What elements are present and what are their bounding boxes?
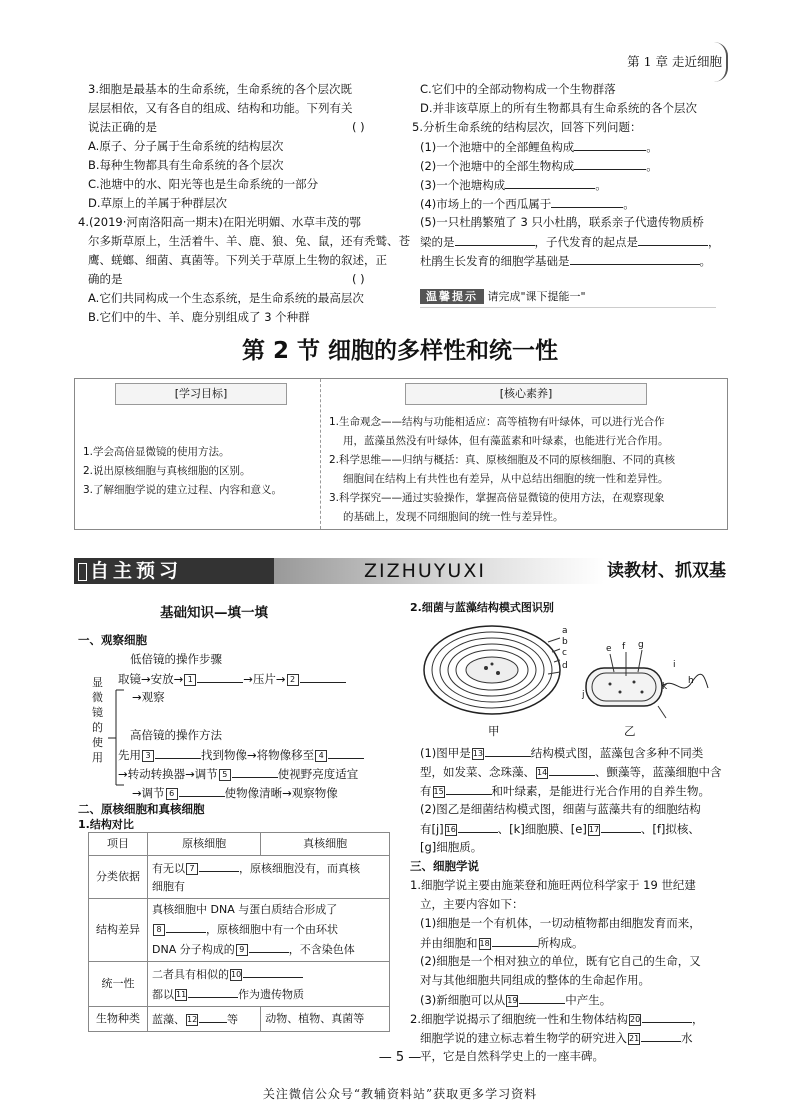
q5-item-3: (3)一个池塘构成 。 <box>420 175 607 195</box>
q5-item-5c: 杜鹃生长发育的细胞学基础是 。 <box>420 251 711 271</box>
q5-item-5: (5)一只杜鹃繁殖了 3 只小杜鹃，联系亲子代遗传物质桥 <box>420 215 704 229</box>
microscope-label: 显微镜的使用 <box>92 676 103 764</box>
th-item: 项目 <box>89 833 148 856</box>
q4-line-2: 尔多斯草原上，生活着牛、羊、鹿、狼、兔、鼠，还有秃鹫、苍 <box>88 234 410 248</box>
literacy-line-6: 的基础上，发现不同细胞间的统一性与差异性。 <box>343 511 564 523</box>
reminder-tip <box>420 287 716 308</box>
fig-name-yi: 乙 <box>624 724 636 738</box>
theory-line-3: (1)细胞是一个有机体，一切动植物都由细胞发育而来， <box>420 916 701 930</box>
fig-name-jia: 甲 <box>488 724 500 738</box>
q3-option-b: B.每种生物都具有生命系统的各个层次 <box>88 158 284 172</box>
label-j: j <box>582 690 585 700</box>
high-power-step-3: →调节 6 使物像清晰→观察物像 <box>132 783 338 803</box>
rc-p1-line1: (1)图甲是 13 结构模式图，蓝藻包含多种不同类 <box>420 743 703 763</box>
high-power-title: 高倍镜的操作方法 <box>130 728 222 742</box>
q3-paren: ( ) <box>352 120 365 134</box>
theory-line-6: 对与其他细胞共同组成的整体的生命起作用。 <box>420 973 650 987</box>
tip-label: 温馨提示 <box>420 289 484 304</box>
th-eukaryote: 真核细胞 <box>261 833 390 856</box>
label-b: b <box>562 637 568 647</box>
literacy-line-5: 3.科学探究——通过实验操作，掌握高倍显微镜的使用方法，在观察现象 <box>329 492 665 504</box>
label-k: k <box>662 682 668 692</box>
rc-p2-line3: [g]细胞质。 <box>420 840 483 854</box>
q3-option-d: D.草原上的羊属于种群层次 <box>88 196 228 210</box>
q3-line-2: 层层相依，又有各自的组成、结构和功能。下列有关 <box>88 101 353 115</box>
label-a: a <box>562 626 568 636</box>
theory-2-line-2: 细胞学说的建立标志着生物学的研究进入 21 水 <box>420 1028 693 1048</box>
goal-1: 1.学会高倍显微镜的使用方法。 <box>83 446 230 458</box>
cyanobacteria-figure <box>424 626 560 714</box>
q4-option-b: B.它们中的牛、羊、鹿分别组成了 3 个种群 <box>88 310 310 324</box>
core-literacy-head: [核心素养] <box>405 383 647 405</box>
basics-title: 基础知识—填一填 <box>160 605 268 621</box>
self-study-banner <box>74 558 726 584</box>
high-power-step-2: →转动转换器→调节 5 使视野亮度适宜 <box>118 764 358 784</box>
q4-option-a: A.它们共同构成一个生态系统，是生命系统的最高层次 <box>88 291 364 305</box>
goal-3: 3.了解细胞学说的建立过程、内容和意义。 <box>83 484 283 496</box>
comparison-table <box>88 832 390 1032</box>
theory-line-2: 立，主要内容如下： <box>420 897 524 911</box>
label-f: f <box>622 642 626 652</box>
low-power-observe: →观察 <box>132 690 165 704</box>
theory-2-line-3: 平，它是自然科学史上的一座丰碑。 <box>420 1049 604 1063</box>
q4-line-1: 4.(2019·河南洛阳高一期末)在阳光明媚、水草丰茂的鄂 <box>78 215 361 229</box>
table-row: 分类依据 有无以 7 ，原核细胞没有，而真核 细胞有 <box>89 856 390 899</box>
low-power-steps: 取镜→安放→ 1 →压片→ 2 <box>118 669 346 689</box>
low-power-title: 低倍镜的操作步骤 <box>130 652 222 666</box>
high-power-step-1: 先用 3 找到物像→将物像移至 4 <box>118 745 364 765</box>
part1-title: 一、观察细胞 <box>78 633 147 647</box>
part3-title: 三、细胞学说 <box>410 859 479 873</box>
label-d: d <box>562 661 568 671</box>
chapter-header: 第 1 章 走近细胞 <box>627 54 722 69</box>
q5-item-5b: 梁的是 ，子代发育的起点是 ， <box>420 232 720 252</box>
label-i: i <box>673 660 676 670</box>
tip-text: 请完成"课下提能一" <box>487 290 586 303</box>
literacy-line-4: 细胞间在结构上有共性也有差异，从中总结出细胞的统一性和差异性。 <box>343 473 669 485</box>
header-decoration <box>712 42 728 82</box>
page-number: — 5 — <box>378 1050 422 1065</box>
banner-pinyin: ZIZHUYUXI <box>364 560 486 582</box>
banner-title: 自主预习 <box>74 558 284 584</box>
learning-goals-head: [学习目标] <box>115 383 287 405</box>
rc-p2-line1: (2)图乙是细菌结构模式图，细菌与蓝藻共有的细胞结构 <box>420 802 701 816</box>
section-title: 第 2 节 细胞的多样性和统一性 <box>241 338 559 364</box>
label-c: c <box>562 648 567 658</box>
q5-item-2: (2)一个池塘中的全部生物构成 。 <box>420 156 658 176</box>
theory-line-7: (3)新细胞可以从 19 中产生。 <box>420 990 611 1010</box>
banner-right: 读教材、抓双基 <box>607 561 726 581</box>
part2-sub: 1.结构对比 <box>78 818 134 831</box>
q3-line-1: 3.细胞是最基本的生命系统，生命系统的各个层次既 <box>88 82 352 96</box>
label-e: e <box>606 644 612 654</box>
th-prokaryote: 原核细胞 <box>148 833 261 856</box>
literacy-line-1: 1.生命观念——结构与功能相适应：高等植物有叶绿体，可以进行光合作 <box>329 416 665 428</box>
label-h: h <box>688 676 694 686</box>
sec2-title: 2.细菌与蓝藻结构模式图识别 <box>410 601 554 614</box>
table-row: 结构差异 真核细胞中 DNA 与蛋白质结合形成了 8 ，原核细胞中有一个由环状 DNA 分子构成的 9 ，不含染色体 <box>89 899 390 962</box>
q4-option-d: D.并非该草原上的所有生物都具有生命系统的各个层次 <box>420 101 698 115</box>
rc-p1-line3: 有 15 和叶绿素，是能进行光合作用的自养生物。 <box>420 781 710 801</box>
theory-line-1: 1.细胞学说主要由施莱登和施旺两位科学家于 19 世纪建 <box>410 878 696 892</box>
q4-line-4: 确的是 <box>88 272 123 286</box>
rc-p2-line2: 有[j] 16 、[k]细胞膜、[e] 17 、[f]拟核、 <box>420 819 700 839</box>
q5-item-1: (1)一个池塘中的全部鲤鱼构成 。 <box>420 137 658 157</box>
q5-stem: 5.分析生命系统的结构层次，回答下列问题： <box>412 120 642 134</box>
q4-paren: ( ) <box>352 272 365 286</box>
literacy-line-2: 用，蓝藻虽然没有叶绿体，但有藻蓝素和叶绿素，也能进行光合作用。 <box>343 435 669 447</box>
table-row: 统一性 二者具有相似的 10 都以 11 作为遗传物质 <box>89 962 390 1007</box>
theory-2-line-1: 2.细胞学说揭示了细胞统一性和生物体结构 20 ， <box>410 1009 703 1029</box>
theory-line-4: 并由细胞和 18 所构成。 <box>420 933 584 953</box>
q4-line-3: 鹰、蜣螂、细菌、真菌等。下列关于草原上生物的叙述，正 <box>88 253 387 267</box>
banner-mark <box>78 563 87 581</box>
label-g: g <box>638 640 644 650</box>
goal-2: 2.说出原核细胞与真核细胞的区别。 <box>83 465 251 477</box>
q5-item-4: (4)市场上的一个西瓜属于 。 <box>420 194 635 214</box>
part2-title: 二、原核细胞和真核细胞 <box>78 802 205 816</box>
q3-line-3: 说法正确的是 <box>88 120 157 134</box>
objectives-box <box>74 378 728 530</box>
rc-p1-line2: 型，如发菜、念珠藻、 14 、颤藻等，蓝藻细胞中含 <box>420 762 722 782</box>
literacy-line-3: 2.科学思维——归纳与概括：真、原核细胞及不同的原核细胞、不同的真核 <box>329 454 676 466</box>
theory-line-5: (2)细胞是一个相对独立的单位，既有它自己的生命，又 <box>420 954 701 968</box>
q4-option-c: C.它们中的全部动物构成一个生物群落 <box>420 82 616 96</box>
footer-note: 关注微信公众号“教辅资料站”获取更多学习资料 <box>262 1087 538 1101</box>
table-row: 生物种类 蓝藻、 12 等 动物、植物、真菌等 <box>89 1007 390 1032</box>
cell-diagram <box>420 618 720 738</box>
q3-option-c: C.池塘中的水、阳光等也是生命系统的一部分 <box>88 177 319 191</box>
q3-option-a: A.原子、分子属于生命系统的结构层次 <box>88 139 284 153</box>
